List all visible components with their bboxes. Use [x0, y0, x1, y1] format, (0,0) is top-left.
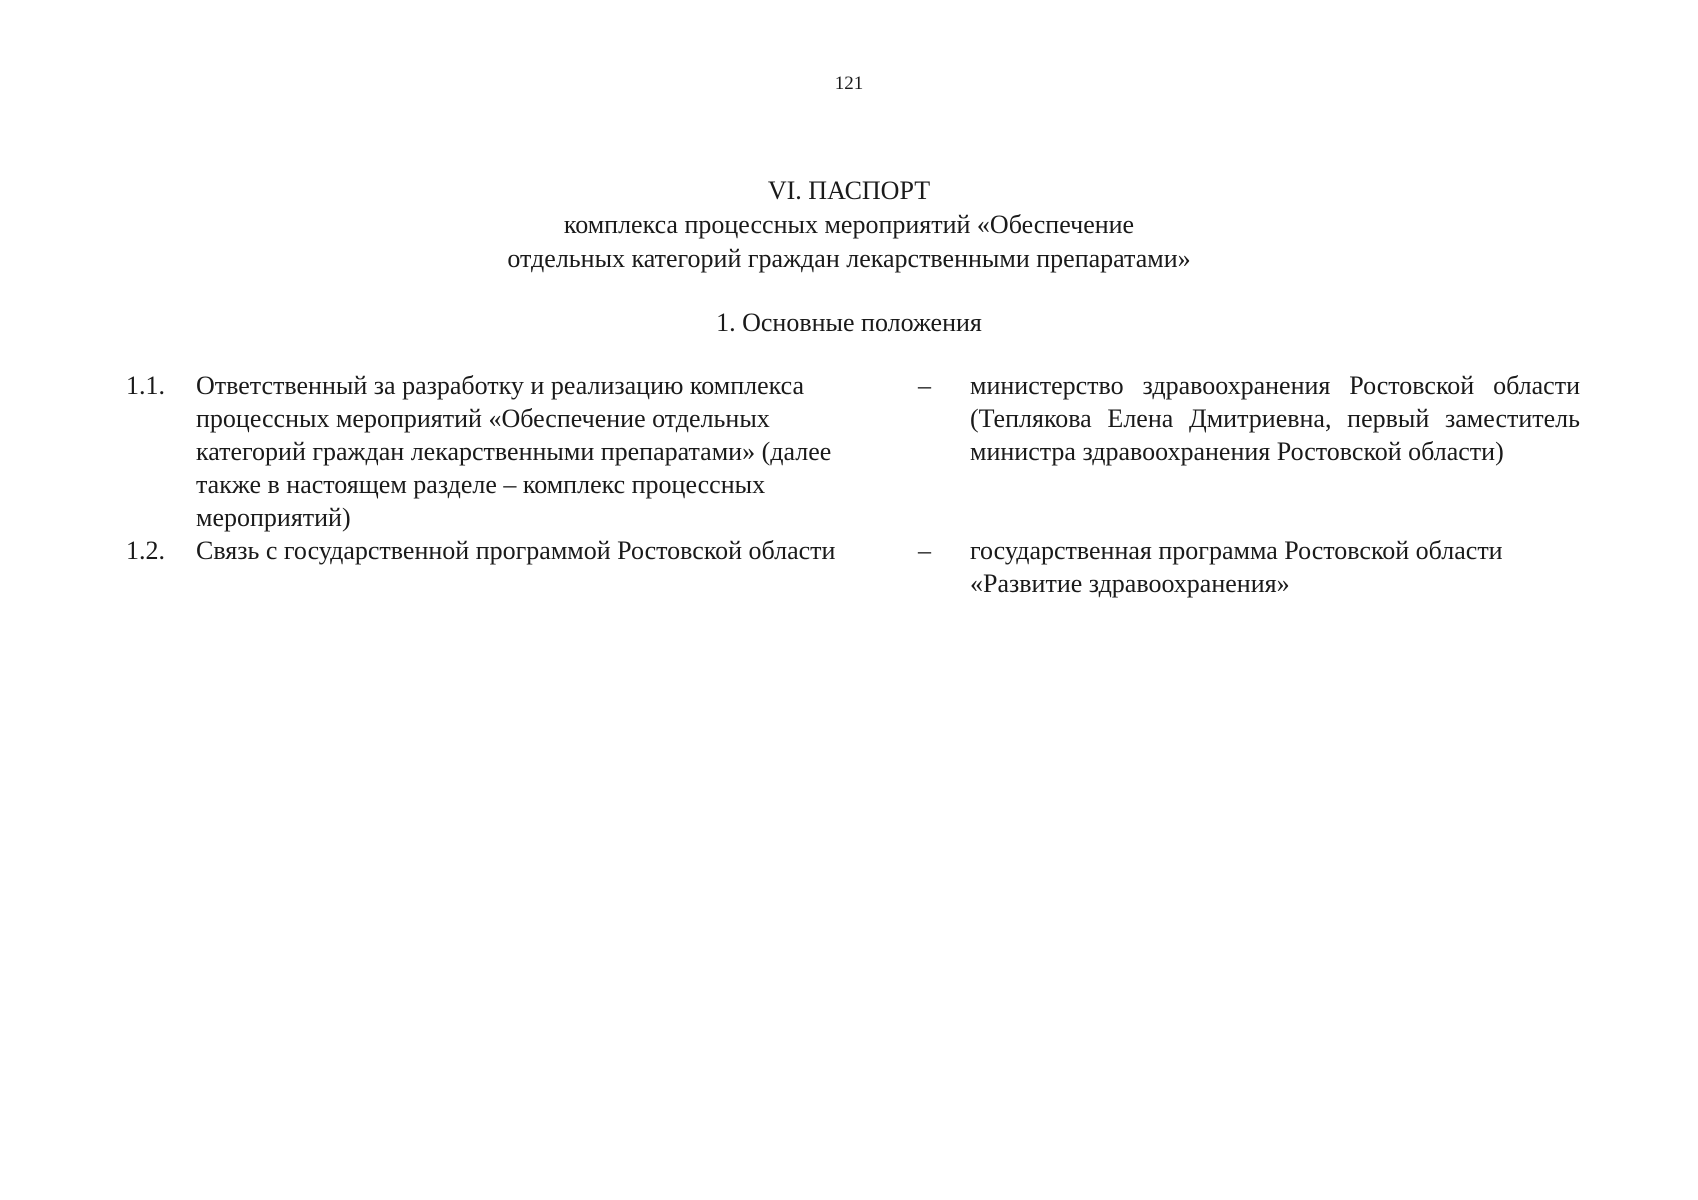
- provision-number: 1.2.: [126, 536, 165, 565]
- page-number: 121: [834, 73, 864, 94]
- provision-number: 1.1.: [126, 371, 165, 400]
- document-heading: [0, 174, 1698, 276]
- provision-value: министерство здравоохранения Ростовской области (Теплякова Елена Дмитриевна, первый заместитель министра здравоохранения Ростовской области): [970, 371, 1580, 466]
- provisions-list: [0, 369, 1698, 600]
- provision-value: государственная программа Ростовской области «Развитие здравоохранения»: [970, 536, 1503, 598]
- provision-row: [0, 534, 1698, 600]
- heading-line-2: комплекса процессных мероприятий «Обеспечение: [563, 210, 1135, 239]
- provision-dash: –: [918, 536, 931, 565]
- heading-line-1: VI. ПАСПОРТ: [767, 176, 931, 205]
- section-title: 1. Основные положения: [716, 308, 982, 337]
- provision-label: Ответственный за разработку и реализацию комплекса процессных мероприятий «Обеспечение отдельных категорий граждан лекарственными препаратами» (далее также в настоящем разделе – комплекс процессных мероприятий): [196, 371, 832, 532]
- provision-label: Связь с государственной программой Ростовской области: [196, 536, 836, 565]
- heading-line-3: отдельных категорий граждан лекарственными препаратами»: [507, 244, 1191, 273]
- provision-dash: –: [918, 371, 931, 400]
- provision-row: [0, 369, 1698, 534]
